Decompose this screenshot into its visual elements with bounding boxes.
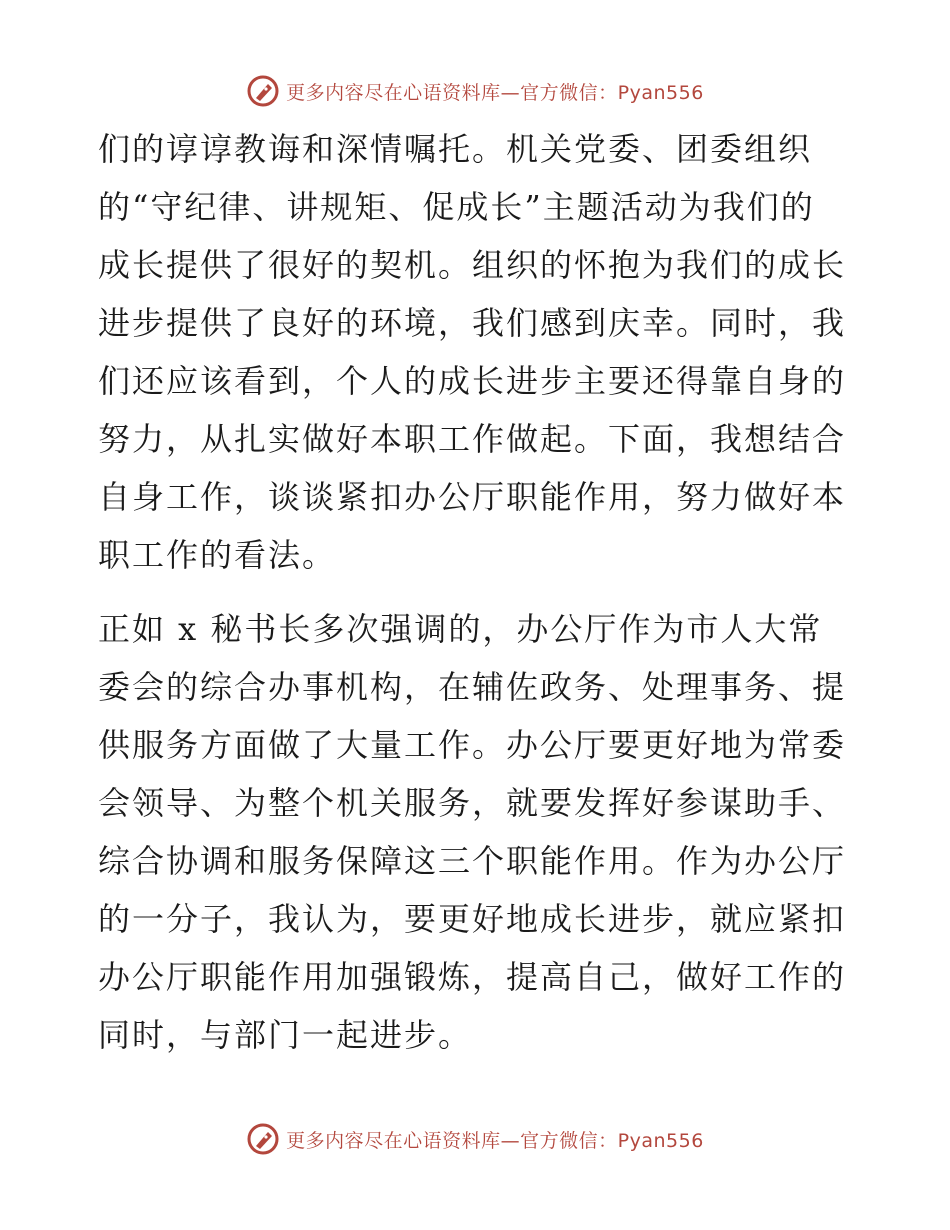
text-line: 努力，从扎实做好本职工作做起。下面，我想结合 <box>98 420 847 458</box>
text-line: 职工作的看法。 <box>98 536 337 574</box>
paragraph-2 <box>98 600 858 1064</box>
text-line: 自身工作，谈谈紧扣办公厅职能作用，努力做好本 <box>98 478 847 516</box>
text-line: 的一分子，我认为，要更好地成长进步，就应紧扣 <box>98 900 847 938</box>
text-line: 成长提供了很好的契机。组织的怀抱为我们的成长 <box>98 246 847 284</box>
text-line: 正如 x 秘书长多次强调的，办公厅作为市人大常 <box>98 610 823 648</box>
pen-nib-circle-icon <box>246 1122 280 1156</box>
watermark-text: 更多内容尽在心语资料库—官方微信：Pyan556 <box>286 81 704 104</box>
text-line: 们的谆谆教诲和深情嘱托。机关党委、团委组织 <box>98 130 813 168</box>
text-line: 进步提供了良好的环境，我们感到庆幸。同时，我 <box>98 304 847 342</box>
paragraph-1 <box>98 120 858 584</box>
text-line: 委会的综合办事机构，在辅佐政务、处理事务、提 <box>98 668 847 706</box>
text-line: 办公厅职能作用加强锻炼，提高自己，做好工作的 <box>98 958 847 996</box>
text-line: 们还应该看到，个人的成长进步主要还得靠自身的 <box>98 362 847 400</box>
footer-watermark <box>0 1122 950 1156</box>
text-line: 供服务方面做了大量工作。办公厅要更好地为常委 <box>98 726 847 764</box>
watermark-text: 更多内容尽在心语资料库—官方微信：Pyan556 <box>286 1129 704 1152</box>
text-line: 综合协调和服务保障这三个职能作用。作为办公厅 <box>98 842 847 880</box>
pen-nib-circle-icon <box>246 74 280 108</box>
text-line: 同时，与部门一起进步。 <box>98 1016 473 1054</box>
text-line: 会领导、为整个机关服务，就要发挥好参谋助手、 <box>98 784 847 822</box>
text-line: 的“守纪律、讲规矩、促成长”主题活动为我们的 <box>98 188 815 226</box>
header-watermark <box>0 74 950 108</box>
